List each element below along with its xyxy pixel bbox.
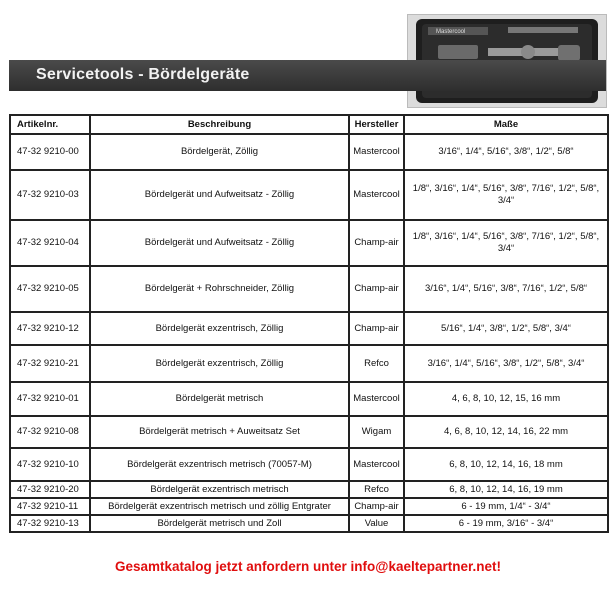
header-manufacturer: Hersteller [349, 115, 404, 134]
table-row [10, 416, 608, 448]
cell-dimensions: 6 - 19 mm, 3/16“ - 3/4“ [404, 515, 608, 532]
cell-description: Bördelgerät metrisch und Zoll [90, 515, 349, 532]
table-row [10, 312, 608, 345]
cell-description: Bördelgerät und Aufweitsatz - Zöllig [90, 170, 349, 220]
cell-description: Bördelgerät metrisch [90, 382, 349, 416]
cell-manufacturer: Value [349, 515, 404, 532]
cell-manufacturer: Champ-air [349, 498, 404, 515]
cell-dimensions: 6, 8, 10, 12, 14, 16, 18 mm [404, 448, 608, 481]
cell-dimensions: 6 - 19 mm, 1/4“ - 3/4“ [404, 498, 608, 515]
cell-description: Bördelgerät + Rohrschneider, Zöllig [90, 266, 349, 312]
page-title: Servicetools - Bördelgeräte [36, 66, 250, 83]
cell-dimensions: 1/8“, 3/16“, 1/4“, 5/16“, 3/8“, 7/16“, 1/2“, 5/8“, 3/4“ [404, 170, 608, 220]
table-row [10, 134, 608, 170]
cell-article: 47-32 9210-08 [10, 416, 90, 448]
cell-dimensions: 3/16“, 1/4“, 5/16“, 3/8“, 7/16“, 1/2“, 5/8“ [404, 266, 608, 312]
table-row [10, 382, 608, 416]
cell-article: 47-32 9210-11 [10, 498, 90, 515]
cell-article: 47-32 9210-12 [10, 312, 90, 345]
cell-article: 47-32 9210-05 [10, 266, 90, 312]
cell-article: 47-32 9210-00 [10, 134, 90, 170]
header-description: Beschreibung [90, 115, 349, 134]
cell-manufacturer: Mastercool [349, 382, 404, 416]
cell-manufacturer: Champ-air [349, 220, 404, 266]
cell-manufacturer: Champ-air [349, 312, 404, 345]
cell-dimensions: 4, 6, 8, 10, 12, 15, 16 mm [404, 382, 608, 416]
photo-brand-label: Mastercool [436, 29, 466, 35]
cell-article: 47-32 9210-13 [10, 515, 90, 532]
table-row [10, 220, 608, 266]
cell-article: 47-32 9210-20 [10, 481, 90, 498]
section-banner [9, 60, 606, 91]
table-row [10, 515, 608, 532]
table-row [10, 266, 608, 312]
cell-manufacturer: Mastercool [349, 170, 404, 220]
cell-article: 47-32 9210-04 [10, 220, 90, 266]
cell-manufacturer: Refco [349, 481, 404, 498]
cell-description: Bördelgerät metrisch + Auweitsatz Set [90, 416, 349, 448]
cell-article: 47-32 9210-10 [10, 448, 90, 481]
cell-manufacturer: Refco [349, 345, 404, 382]
cell-description: Bördelgerät und Aufweitsatz - Zöllig [90, 220, 349, 266]
cell-description: Bördelgerät, Zöllig [90, 134, 349, 170]
cell-dimensions: 4, 6, 8, 10, 12, 14, 16, 22 mm [404, 416, 608, 448]
cell-manufacturer: Champ-air [349, 266, 404, 312]
cell-manufacturer: Mastercool [349, 134, 404, 170]
cell-dimensions: 5/16“, 1/4“, 3/8“, 1/2“, 5/8“, 3/4“ [404, 312, 608, 345]
catalog-request-link[interactable]: Gesamtkatalog jetzt anfordern unter info@kaeltepartner.net! [115, 559, 501, 574]
cell-dimensions: 6, 8, 10, 12, 14, 16, 19 mm [404, 481, 608, 498]
cell-description: Bördelgerät exzentrisch, Zöllig [90, 345, 349, 382]
cell-description: Bördelgerät exzentrisch, Zöllig [90, 312, 349, 345]
table-row [10, 481, 608, 498]
cell-article: 47-32 9210-21 [10, 345, 90, 382]
table-row [10, 345, 608, 382]
cell-manufacturer: Mastercool [349, 448, 404, 481]
header-article: Artikelnr. [10, 115, 90, 134]
cell-description: Bördelgerät exzentrisch metrisch (70057-M) [90, 448, 349, 481]
table-row [10, 448, 608, 481]
cell-dimensions: 3/16“, 1/4“, 5/16“, 3/8“, 1/2“, 5/8“, 3/4“ [404, 345, 608, 382]
cell-description: Bördelgerät exzentrisch metrisch und zöllig Entgrater [90, 498, 349, 515]
cell-dimensions: 3/16“, 1/4“, 5/16“, 3/8“, 1/2“, 5/8“ [404, 134, 608, 170]
cell-description: Bördelgerät exzentrisch metrisch [90, 481, 349, 498]
cell-manufacturer: Wigam [349, 416, 404, 448]
product-table [9, 114, 609, 533]
table-row [10, 170, 608, 220]
table-header-row [10, 115, 608, 134]
cell-dimensions: 1/8“, 3/16“, 1/4“, 5/16“, 3/8“, 7/16“, 1/2“, 5/8“, 3/4“ [404, 220, 608, 266]
header-dimensions: Maße [404, 115, 608, 134]
cell-article: 47-32 9210-01 [10, 382, 90, 416]
cell-article: 47-32 9210-03 [10, 170, 90, 220]
table-row [10, 498, 608, 515]
